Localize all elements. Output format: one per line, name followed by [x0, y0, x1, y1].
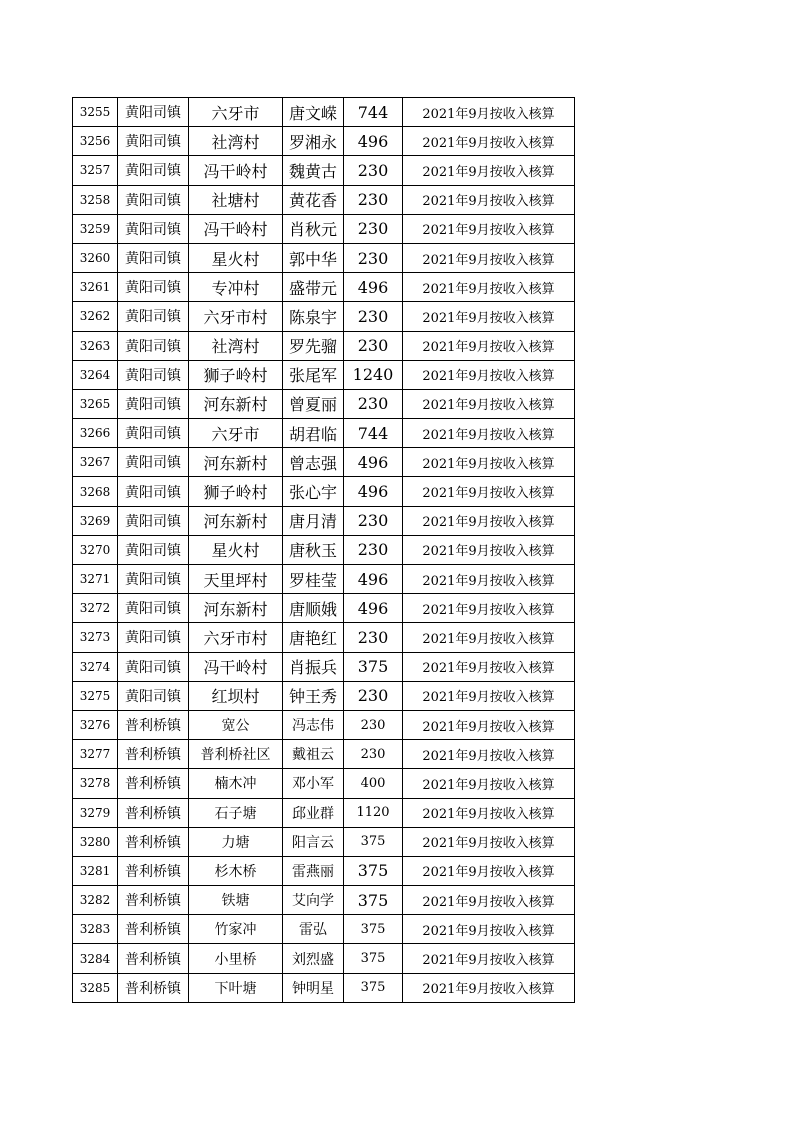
record-id-cell: 3282: [73, 886, 118, 915]
note-cell: 2021年9月按收入核算: [403, 243, 575, 272]
table-row: [73, 477, 575, 506]
note-cell: 2021年9月按收入核算: [403, 156, 575, 185]
note-cell: 2021年9月按收入核算: [403, 594, 575, 623]
town-cell: 黄阳司镇: [118, 623, 189, 652]
note-cell: 2021年9月按收入核算: [403, 827, 575, 856]
table-row: [73, 973, 575, 1002]
note-cell: 2021年9月按收入核算: [403, 856, 575, 885]
table-row: [73, 681, 575, 710]
record-id-cell: 3260: [73, 243, 118, 272]
table-row: [73, 535, 575, 564]
amount-cell: 375: [344, 652, 403, 681]
amount-cell: 375: [344, 827, 403, 856]
name-cell: 钟明星: [283, 973, 344, 1002]
amount-cell: 744: [344, 419, 403, 448]
town-cell: 黄阳司镇: [118, 98, 189, 127]
village-cell: 天里坪村: [189, 565, 283, 594]
record-id-cell: 3283: [73, 915, 118, 944]
town-cell: 普利桥镇: [118, 827, 189, 856]
table-row: [73, 127, 575, 156]
record-id-cell: 3278: [73, 769, 118, 798]
name-cell: 盛带元: [283, 273, 344, 302]
village-cell: 专冲村: [189, 273, 283, 302]
town-cell: 黄阳司镇: [118, 565, 189, 594]
table-row: [73, 915, 575, 944]
table-row: [73, 506, 575, 535]
table-row: [73, 856, 575, 885]
table-row: [73, 156, 575, 185]
amount-cell: 230: [344, 331, 403, 360]
town-cell: 黄阳司镇: [118, 127, 189, 156]
table-row: [73, 565, 575, 594]
town-cell: 黄阳司镇: [118, 243, 189, 272]
amount-cell: 496: [344, 127, 403, 156]
note-cell: 2021年9月按收入核算: [403, 973, 575, 1002]
amount-cell: 400: [344, 769, 403, 798]
table-row: [73, 98, 575, 127]
town-cell: 黄阳司镇: [118, 214, 189, 243]
record-id-cell: 3266: [73, 419, 118, 448]
village-cell: 冯干岭村: [189, 652, 283, 681]
note-cell: 2021年9月按收入核算: [403, 360, 575, 389]
record-id-cell: 3256: [73, 127, 118, 156]
table-row: [73, 360, 575, 389]
table-row: [73, 243, 575, 272]
record-id-cell: 3261: [73, 273, 118, 302]
village-cell: 星火村: [189, 535, 283, 564]
village-cell: 普利桥社区: [189, 740, 283, 769]
record-id-cell: 3267: [73, 448, 118, 477]
note-cell: 2021年9月按收入核算: [403, 623, 575, 652]
village-cell: 小里桥: [189, 944, 283, 973]
village-cell: 六牙市: [189, 419, 283, 448]
town-cell: 普利桥镇: [118, 798, 189, 827]
table-row: [73, 448, 575, 477]
town-cell: 黄阳司镇: [118, 535, 189, 564]
name-cell: 胡君临: [283, 419, 344, 448]
table-row: [73, 273, 575, 302]
village-cell: 力塘: [189, 827, 283, 856]
town-cell: 普利桥镇: [118, 769, 189, 798]
amount-cell: 496: [344, 477, 403, 506]
records-table: [72, 97, 575, 1003]
record-id-cell: 3259: [73, 214, 118, 243]
name-cell: 邓小军: [283, 769, 344, 798]
table-row: [73, 331, 575, 360]
record-id-cell: 3263: [73, 331, 118, 360]
town-cell: 普利桥镇: [118, 915, 189, 944]
town-cell: 黄阳司镇: [118, 448, 189, 477]
village-cell: 星火村: [189, 243, 283, 272]
record-id-cell: 3274: [73, 652, 118, 681]
village-cell: 狮子岭村: [189, 477, 283, 506]
village-cell: 铁塘: [189, 886, 283, 915]
town-cell: 黄阳司镇: [118, 506, 189, 535]
record-id-cell: 3277: [73, 740, 118, 769]
name-cell: 雷燕丽: [283, 856, 344, 885]
note-cell: 2021年9月按收入核算: [403, 710, 575, 739]
village-cell: 冯干岭村: [189, 214, 283, 243]
amount-cell: 1120: [344, 798, 403, 827]
records-table-body: [73, 98, 575, 1003]
table-row: [73, 944, 575, 973]
note-cell: 2021年9月按收入核算: [403, 331, 575, 360]
note-cell: 2021年9月按收入核算: [403, 214, 575, 243]
town-cell: 普利桥镇: [118, 856, 189, 885]
village-cell: 竹家冲: [189, 915, 283, 944]
record-id-cell: 3273: [73, 623, 118, 652]
village-cell: 六牙市村: [189, 623, 283, 652]
note-cell: 2021年9月按收入核算: [403, 798, 575, 827]
record-id-cell: 3269: [73, 506, 118, 535]
table-row: [73, 389, 575, 418]
amount-cell: 230: [344, 740, 403, 769]
note-cell: 2021年9月按收入核算: [403, 535, 575, 564]
amount-cell: 230: [344, 185, 403, 214]
amount-cell: 230: [344, 506, 403, 535]
note-cell: 2021年9月按收入核算: [403, 944, 575, 973]
record-id-cell: 3271: [73, 565, 118, 594]
town-cell: 黄阳司镇: [118, 419, 189, 448]
name-cell: 张尾军: [283, 360, 344, 389]
note-cell: 2021年9月按收入核算: [403, 915, 575, 944]
record-id-cell: 3280: [73, 827, 118, 856]
name-cell: 唐艳红: [283, 623, 344, 652]
record-id-cell: 3284: [73, 944, 118, 973]
table-row: [73, 185, 575, 214]
amount-cell: 230: [344, 389, 403, 418]
name-cell: 张心宇: [283, 477, 344, 506]
amount-cell: 230: [344, 535, 403, 564]
amount-cell: 230: [344, 681, 403, 710]
name-cell: 陈泉宇: [283, 302, 344, 331]
amount-cell: 230: [344, 243, 403, 272]
village-cell: 石子塘: [189, 798, 283, 827]
amount-cell: 496: [344, 448, 403, 477]
record-id-cell: 3265: [73, 389, 118, 418]
village-cell: 红坝村: [189, 681, 283, 710]
record-id-cell: 3275: [73, 681, 118, 710]
note-cell: 2021年9月按收入核算: [403, 273, 575, 302]
name-cell: 郭中华: [283, 243, 344, 272]
amount-cell: 230: [344, 156, 403, 185]
name-cell: 艾向学: [283, 886, 344, 915]
amount-cell: 375: [344, 886, 403, 915]
table-row: [73, 623, 575, 652]
table-row: [73, 302, 575, 331]
name-cell: 罗先骝: [283, 331, 344, 360]
village-cell: 六牙市: [189, 98, 283, 127]
record-id-cell: 3279: [73, 798, 118, 827]
table-row: [73, 886, 575, 915]
town-cell: 普利桥镇: [118, 710, 189, 739]
name-cell: 曾志强: [283, 448, 344, 477]
note-cell: 2021年9月按收入核算: [403, 448, 575, 477]
note-cell: 2021年9月按收入核算: [403, 565, 575, 594]
town-cell: 黄阳司镇: [118, 302, 189, 331]
record-id-cell: 3270: [73, 535, 118, 564]
table-row: [73, 652, 575, 681]
town-cell: 黄阳司镇: [118, 681, 189, 710]
note-cell: 2021年9月按收入核算: [403, 98, 575, 127]
town-cell: 黄阳司镇: [118, 652, 189, 681]
table-row: [73, 740, 575, 769]
note-cell: 2021年9月按收入核算: [403, 769, 575, 798]
table-row: [73, 710, 575, 739]
town-cell: 黄阳司镇: [118, 389, 189, 418]
name-cell: 冯志伟: [283, 710, 344, 739]
town-cell: 黄阳司镇: [118, 360, 189, 389]
amount-cell: 375: [344, 973, 403, 1002]
village-cell: 杉木桥: [189, 856, 283, 885]
village-cell: 狮子岭村: [189, 360, 283, 389]
town-cell: 黄阳司镇: [118, 185, 189, 214]
town-cell: 黄阳司镇: [118, 477, 189, 506]
amount-cell: 230: [344, 710, 403, 739]
name-cell: 肖振兵: [283, 652, 344, 681]
amount-cell: 375: [344, 915, 403, 944]
town-cell: 普利桥镇: [118, 944, 189, 973]
table-row: [73, 214, 575, 243]
name-cell: 戴祖云: [283, 740, 344, 769]
amount-cell: 744: [344, 98, 403, 127]
note-cell: 2021年9月按收入核算: [403, 477, 575, 506]
note-cell: 2021年9月按收入核算: [403, 185, 575, 214]
village-cell: 六牙市村: [189, 302, 283, 331]
village-cell: 社湾村: [189, 127, 283, 156]
village-cell: 冯干岭村: [189, 156, 283, 185]
note-cell: 2021年9月按收入核算: [403, 652, 575, 681]
record-id-cell: 3276: [73, 710, 118, 739]
village-cell: 宽公: [189, 710, 283, 739]
amount-cell: 496: [344, 594, 403, 623]
town-cell: 普利桥镇: [118, 973, 189, 1002]
note-cell: 2021年9月按收入核算: [403, 419, 575, 448]
table-row: [73, 827, 575, 856]
town-cell: 普利桥镇: [118, 886, 189, 915]
record-id-cell: 3258: [73, 185, 118, 214]
village-cell: 下叶塘: [189, 973, 283, 1002]
name-cell: 罗桂莹: [283, 565, 344, 594]
name-cell: 魏黄古: [283, 156, 344, 185]
name-cell: 雷弘: [283, 915, 344, 944]
name-cell: 唐月清: [283, 506, 344, 535]
name-cell: 曾夏丽: [283, 389, 344, 418]
town-cell: 黄阳司镇: [118, 594, 189, 623]
note-cell: 2021年9月按收入核算: [403, 302, 575, 331]
note-cell: 2021年9月按收入核算: [403, 506, 575, 535]
note-cell: 2021年9月按收入核算: [403, 389, 575, 418]
record-id-cell: 3281: [73, 856, 118, 885]
record-id-cell: 3272: [73, 594, 118, 623]
name-cell: 唐文嵘: [283, 98, 344, 127]
name-cell: 唐顺娥: [283, 594, 344, 623]
record-sheet: [72, 97, 575, 1003]
town-cell: 黄阳司镇: [118, 331, 189, 360]
note-cell: 2021年9月按收入核算: [403, 681, 575, 710]
note-cell: 2021年9月按收入核算: [403, 886, 575, 915]
town-cell: 黄阳司镇: [118, 156, 189, 185]
village-cell: 社塘村: [189, 185, 283, 214]
name-cell: 刘烈盛: [283, 944, 344, 973]
record-id-cell: 3255: [73, 98, 118, 127]
village-cell: 河东新村: [189, 594, 283, 623]
amount-cell: 230: [344, 214, 403, 243]
amount-cell: 1240: [344, 360, 403, 389]
village-cell: 楠木冲: [189, 769, 283, 798]
amount-cell: 230: [344, 623, 403, 652]
village-cell: 河东新村: [189, 506, 283, 535]
amount-cell: 496: [344, 273, 403, 302]
table-row: [73, 419, 575, 448]
village-cell: 社湾村: [189, 331, 283, 360]
name-cell: 钟王秀: [283, 681, 344, 710]
name-cell: 黄花香: [283, 185, 344, 214]
village-cell: 河东新村: [189, 389, 283, 418]
amount-cell: 375: [344, 856, 403, 885]
name-cell: 邱业群: [283, 798, 344, 827]
note-cell: 2021年9月按收入核算: [403, 127, 575, 156]
name-cell: 罗湘永: [283, 127, 344, 156]
note-cell: 2021年9月按收入核算: [403, 740, 575, 769]
record-id-cell: 3285: [73, 973, 118, 1002]
amount-cell: 375: [344, 944, 403, 973]
amount-cell: 230: [344, 302, 403, 331]
table-row: [73, 769, 575, 798]
record-id-cell: 3262: [73, 302, 118, 331]
record-id-cell: 3264: [73, 360, 118, 389]
village-cell: 河东新村: [189, 448, 283, 477]
name-cell: 唐秋玉: [283, 535, 344, 564]
name-cell: 肖秋元: [283, 214, 344, 243]
record-id-cell: 3268: [73, 477, 118, 506]
record-id-cell: 3257: [73, 156, 118, 185]
town-cell: 黄阳司镇: [118, 273, 189, 302]
name-cell: 阳言云: [283, 827, 344, 856]
table-row: [73, 594, 575, 623]
town-cell: 普利桥镇: [118, 740, 189, 769]
amount-cell: 496: [344, 565, 403, 594]
table-row: [73, 798, 575, 827]
